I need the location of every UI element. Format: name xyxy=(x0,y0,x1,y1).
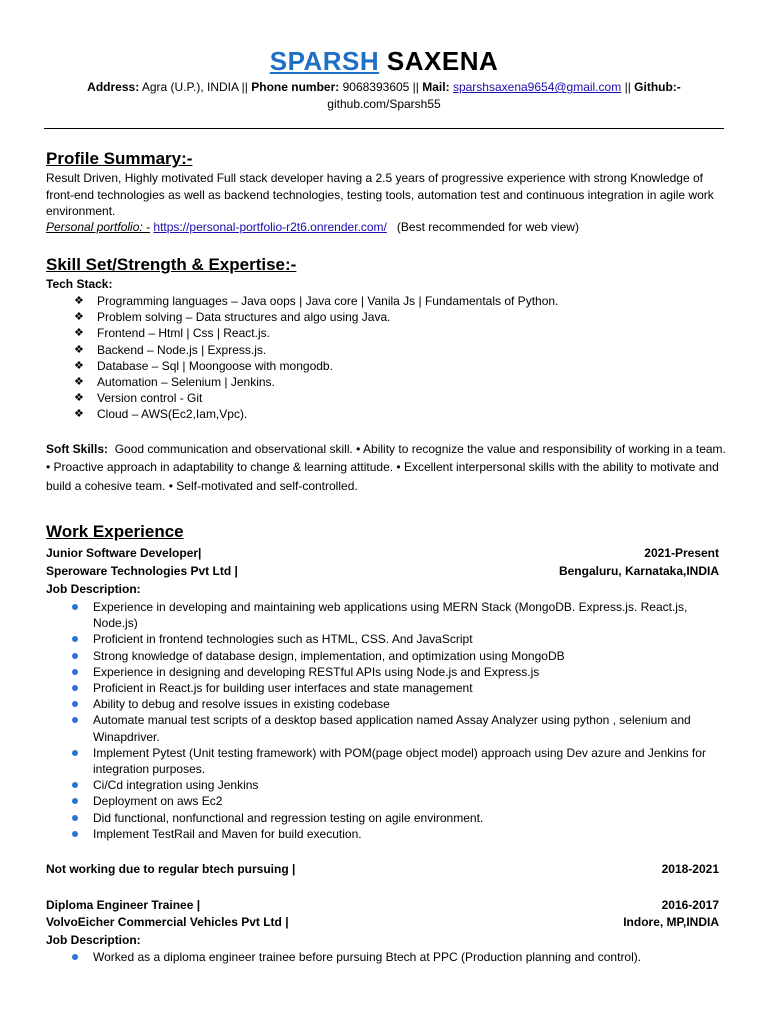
list-item: Ability to debug and resolve issues in existing codebase xyxy=(46,696,726,712)
diamond-bullet-icon: ❖ xyxy=(74,343,84,356)
last-name: SAXENA xyxy=(386,46,499,76)
bullet-dot-icon xyxy=(72,669,78,675)
list-item: Implement TestRail and Maven for build execution. xyxy=(46,826,726,842)
github-value: github.com/Sparsh55 xyxy=(327,97,441,111)
bullet-dot-icon xyxy=(72,798,78,804)
job1-location: Bengaluru, Karnataka,INDIA xyxy=(558,564,719,578)
job2-role: Diploma Engineer Trainee | xyxy=(46,898,201,912)
diamond-bullet-icon: ❖ xyxy=(74,327,84,340)
job1-role-row xyxy=(46,545,719,562)
contact-separator: || xyxy=(624,80,631,94)
bullet-dot-icon xyxy=(72,782,78,788)
mail-link[interactable]: sparshsaxena9654@gmail.com xyxy=(452,80,622,94)
portfolio-link[interactable]: https://personal-portfolio-r2t6.onrender.com/ xyxy=(153,220,387,234)
job1-period: 2021-Present xyxy=(644,546,719,560)
job1-company-row xyxy=(46,563,719,580)
tech-stack-list xyxy=(46,293,558,423)
soft-skills-text: Good communication and observational skill. • Ability to recognize the value and responsibility of working in a team. • Proactive approach in adaptability to change & learning attitude. • Excellent interpersonal skills with the ability to motivate and build a cohesive team. • Self-motivated and self-controlled. xyxy=(46,442,726,493)
job1-company: Speroware Technologies Pvt Ltd | xyxy=(46,564,238,578)
job2-description-list xyxy=(46,949,726,965)
candidate-name xyxy=(0,46,768,77)
diamond-bullet-icon: ❖ xyxy=(74,359,84,372)
portfolio-line xyxy=(46,219,726,236)
portfolio-label: Personal portfolio: - xyxy=(46,220,151,234)
phone-label: Phone number: xyxy=(251,80,340,94)
list-item: ❖ Cloud – AWS(Ec2,Iam,Vpc). xyxy=(74,407,248,422)
list-item: ❖ Backend – Node.js | Express.js. xyxy=(74,342,267,357)
list-item: ❖ Frontend – Html | Css | React.js. xyxy=(74,326,270,341)
bullet-dot-icon xyxy=(72,653,78,659)
gap-period: 2018-2021 xyxy=(661,862,719,876)
job2-company: VolvoEicher Commercial Vehicles Pvt Ltd | xyxy=(46,915,289,929)
bullet-dot-icon xyxy=(72,717,78,723)
job2-period: 2016-2017 xyxy=(661,898,719,912)
address-label: Address: xyxy=(87,80,140,94)
list-item: Experience in developing and maintaining web applications using MERN Stack (MongoDB. Express.js. React.js, Node.js) xyxy=(46,599,726,631)
github-label: Github:- xyxy=(634,80,681,94)
list-item: Ci/Cd integration using Jenkins xyxy=(46,777,726,793)
diamond-bullet-icon: ❖ xyxy=(74,392,84,405)
skills-title: Skill Set/Strength & Expertise:- xyxy=(46,255,297,274)
bullet-dot-icon xyxy=(72,604,78,610)
work-experience-title: Work Experience xyxy=(46,522,184,541)
job2-role-row xyxy=(46,897,719,914)
list-item: Experience in designing and developing RESTful APIs using Node.js and Express.js xyxy=(46,664,726,680)
soft-skills xyxy=(46,440,726,495)
bullet-dot-icon xyxy=(72,831,78,837)
list-item: Did functional, nonfunctional and regression testing on agile environment. xyxy=(46,810,726,826)
tech-stack-label: Tech Stack: xyxy=(46,277,113,291)
list-item: Proficient in frontend technologies such as HTML, CSS. And JavaScript xyxy=(46,631,726,647)
address-value: Agra (U.P.), INDIA || xyxy=(141,80,248,94)
job2-company-row xyxy=(46,914,719,931)
bullet-dot-icon xyxy=(72,954,78,960)
list-item: ❖ Version control - Git xyxy=(74,391,203,406)
header-divider xyxy=(44,128,724,129)
portfolio-note: (Best recommended for web view) xyxy=(396,220,579,234)
mail-label: Mail: xyxy=(422,80,450,94)
diamond-bullet-icon: ❖ xyxy=(74,375,84,388)
job1-description-list xyxy=(46,599,726,842)
job2-desc-label: Job Description: xyxy=(46,933,141,947)
list-item: ❖ Programming languages – Java oops | Java core | Vanila Js | Fundamentals of Python. xyxy=(74,294,559,308)
profile-summary-text: Result Driven, Highly motivated Full stack developer having a 2.5 years of progressive experience with strong Knowledge of front-end technologies as well as backend technologies, testing tools, automation test and continuous integration in agile work environment. xyxy=(46,171,714,218)
contact-line xyxy=(40,79,728,113)
list-item: ❖ Problem solving – Data structures and algo using Java. xyxy=(74,310,391,325)
list-item: Worked as a diploma engineer trainee before pursuing Btech at PPC (Production planning and control). xyxy=(46,949,726,965)
diamond-bullet-icon: ❖ xyxy=(74,311,84,324)
bullet-dot-icon xyxy=(72,815,78,821)
first-name: SPARSH xyxy=(269,46,380,76)
job1-desc-label: Job Description: xyxy=(46,582,141,596)
list-item: Strong knowledge of database design, implementation, and optimization using MongoDB xyxy=(46,648,726,664)
list-item: Implement Pytest (Unit testing framework) with POM(page object model) approach using Dev azure and Jenkins for integration purposes. xyxy=(46,745,726,777)
list-item: Automate manual test scripts of a desktop based application named Assay Analyzer using python , selenium and Winapdriver. xyxy=(46,712,726,744)
list-item: Deployment on aws Ec2 xyxy=(46,793,726,809)
bullet-dot-icon xyxy=(72,750,78,756)
phone-value: 9068393605 || xyxy=(342,80,419,94)
profile-summary-title: Profile Summary:- xyxy=(46,149,193,168)
list-item: ❖ Database – Sql | Moongoose with mongodb. xyxy=(74,358,333,373)
diamond-bullet-icon: ❖ xyxy=(74,295,84,307)
bullet-dot-icon xyxy=(72,701,78,707)
bullet-dot-icon xyxy=(72,685,78,691)
gap-row xyxy=(46,861,719,878)
job1-role: Junior Software Developer| xyxy=(46,546,202,560)
bullet-dot-icon xyxy=(72,636,78,642)
list-item: ❖ Automation – Selenium | Jenkins. xyxy=(74,374,275,389)
gap-text: Not working due to regular btech pursuing | xyxy=(46,862,296,876)
soft-skills-label: Soft Skills: xyxy=(46,442,109,456)
list-item: Proficient in React.js for building user interfaces and state management xyxy=(46,680,726,696)
diamond-bullet-icon: ❖ xyxy=(74,408,84,421)
job2-location: Indore, MP,INDIA xyxy=(623,915,719,929)
